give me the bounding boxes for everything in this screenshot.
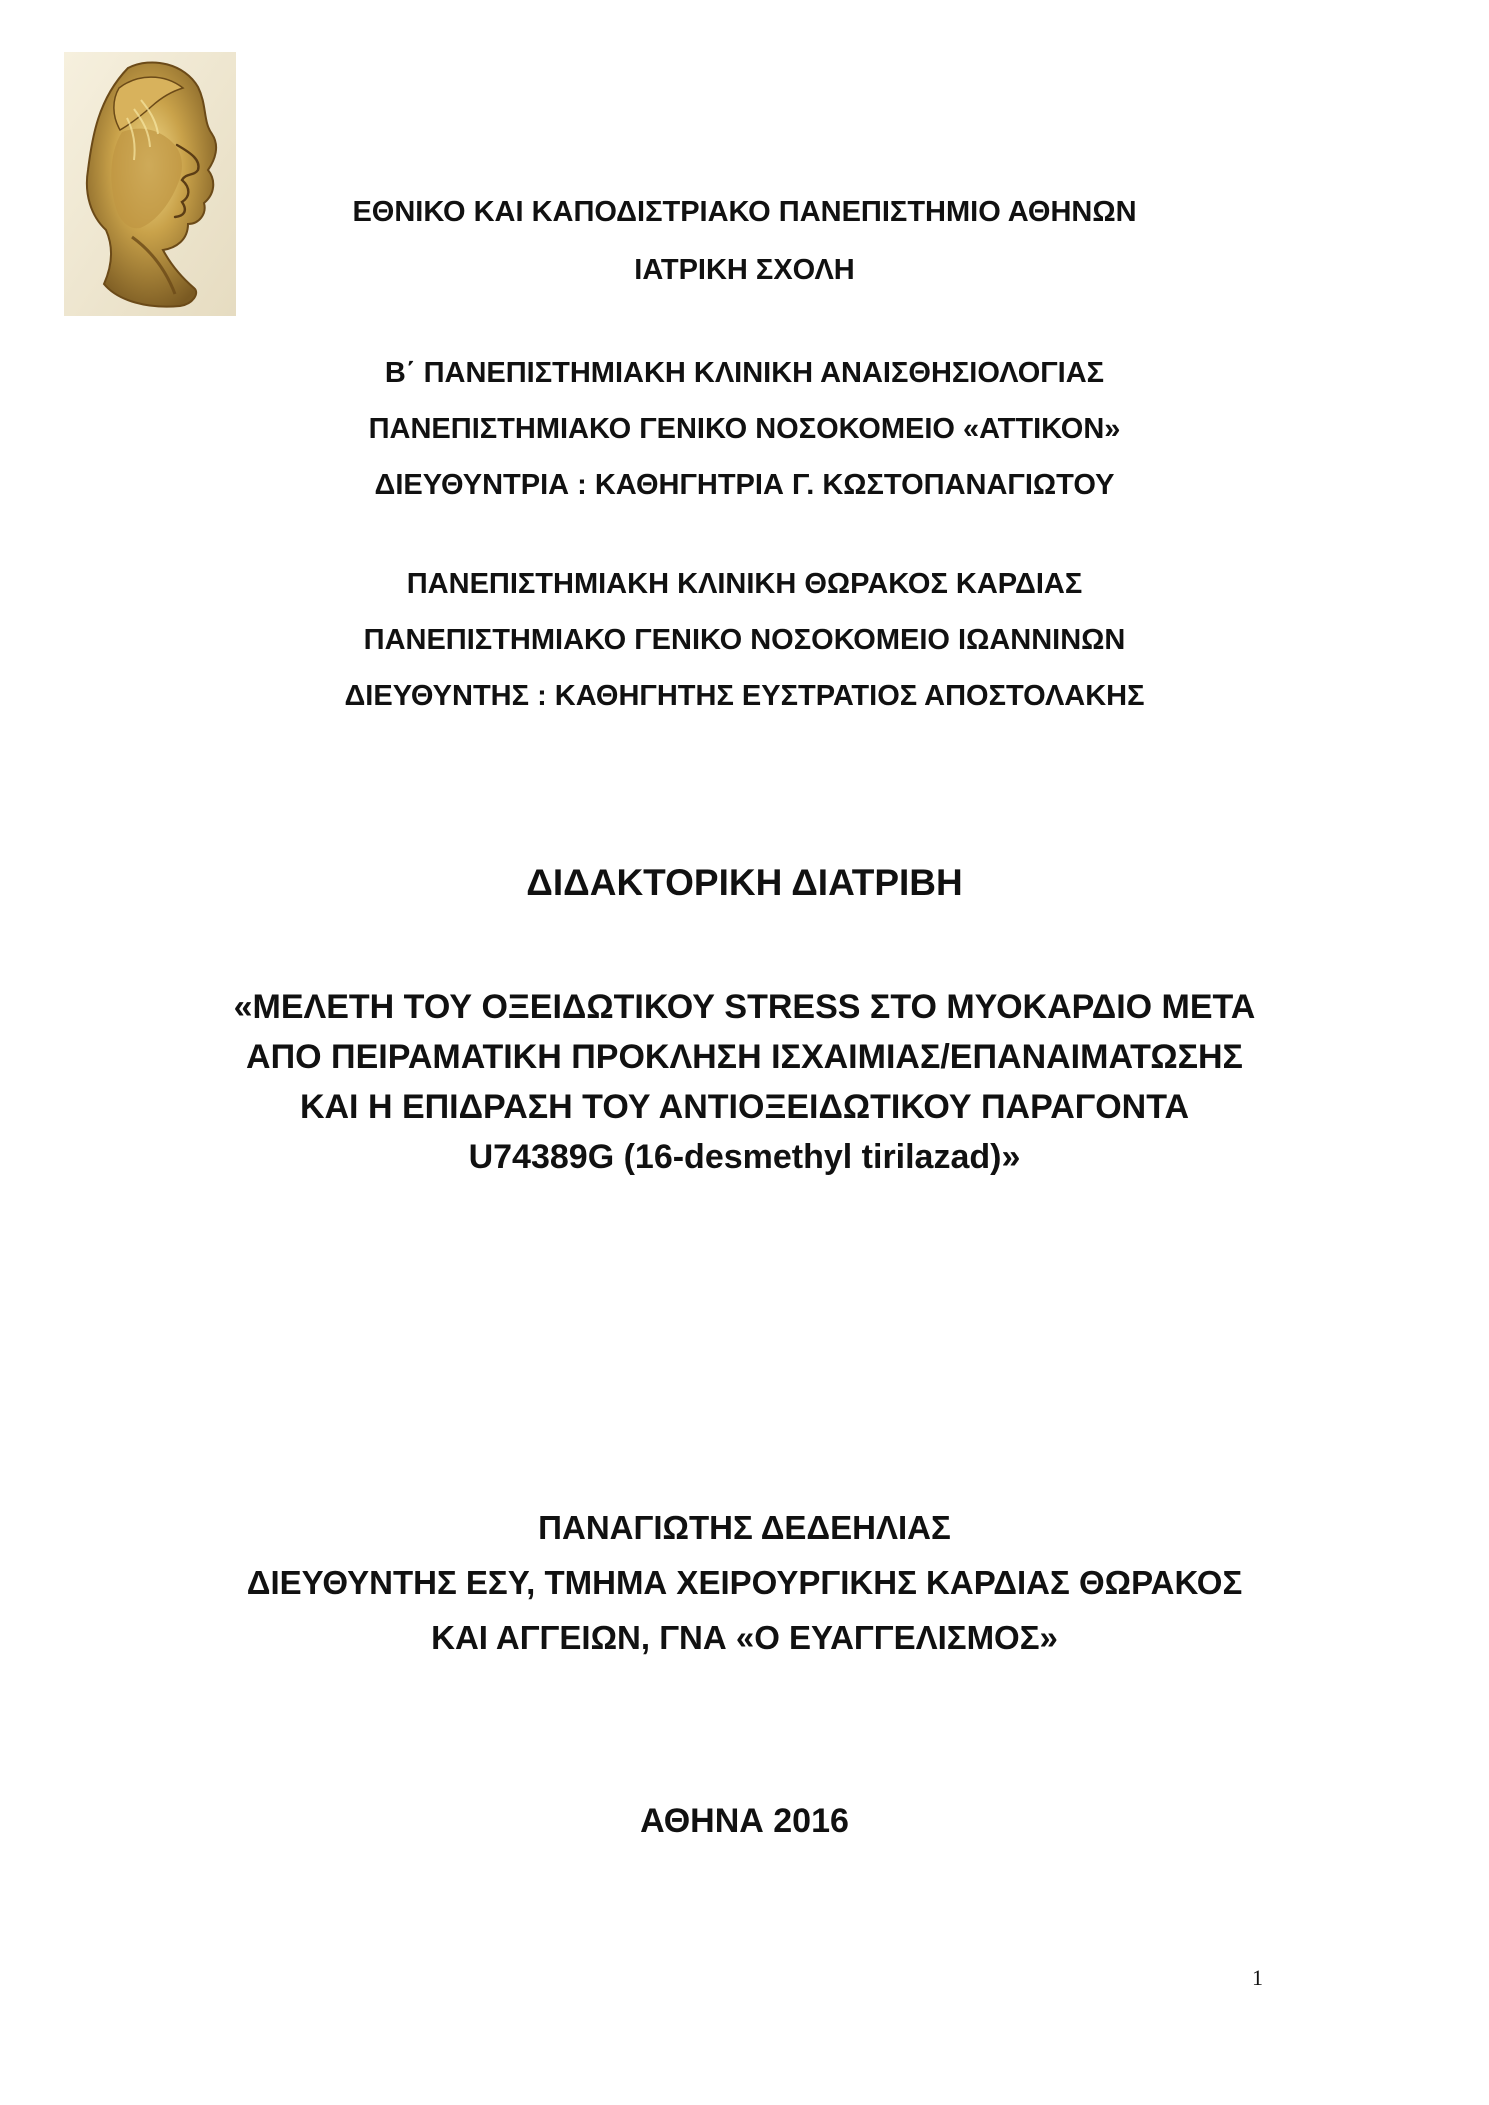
athens-2016: ΑΘΗΝΑ 2016	[640, 1802, 849, 1840]
author-information	[0, 1500, 1489, 1665]
cardiothoracic-clinic: ΠΑΝΕΠΙΣΤΗΜΙΑΚΗ ΚΛΙΝΙΚΗ ΘΩΡΑΚΟΣ ΚΑΡΔΙΑΣ	[406, 568, 1083, 600]
anesthesiology-director: ΔΙΕΥΘΥΝΤΡΙΑ : ΚΑΘΗΓΗΤΡΙΑ Γ. ΚΩΣΤΟΠΑΝΑΓΙΩΤΟΥ	[374, 469, 1115, 501]
cardiothoracic-clinic-info	[0, 556, 1489, 724]
place-and-year	[0, 1793, 1489, 1849]
page-number: 1	[1252, 1965, 1263, 1990]
anesthesiology-clinic: Β΄ ΠΑΝΕΠΙΣΤΗΜΙΑΚΗ ΚΛΙΝΙΚΗ ΑΝΑΙΣΘΗΣΙΟΛΟΓΙΑΣ	[384, 357, 1105, 389]
thesis-title-line-1: «ΜΕΛΕΤΗ ΤΟΥ ΟΞΕΙΔΩΤΙΚΟΥ STRESS ΣΤΟ ΜΥΟΚΑΡΔΙΟ ΜΕΤΑ	[233, 988, 1256, 1026]
university-name: ΕΘΝΙΚΟ ΚΑΙ ΚΑΠΟΔΙΣΤΡΙΑΚΟ ΠΑΝΕΠΙΣΤΗΜΙΟ ΑΘΗΝΩΝ	[352, 196, 1137, 228]
medical-school: ΙΑΤΡΙΚΗ ΣΧΟΛΗ	[634, 254, 855, 286]
author-position-line-2: ΚΑΙ ΑΓΓΕΙΩΝ, ΓΝΑ «Ο ΕΥΑΓΓΕΛΙΣΜΟΣ»	[431, 1619, 1058, 1656]
doctoral-thesis-label: ΔΙΔΑΚΤΟΡΙΚΗ ΔΙΑΤΡΙΒΗ	[526, 862, 963, 903]
university-header	[0, 183, 1489, 299]
cardiothoracic-director: ΔΙΕΥΘΥΝΤΗΣ : ΚΑΘΗΓΗΤΗΣ ΕΥΣΤΡΑΤΙΟΣ ΑΠΟΣΤΟΛΑΚΗΣ	[344, 680, 1145, 712]
document-type-heading	[0, 855, 1489, 911]
author-position-line-1: ΔΙΕΥΘΥΝΤΗΣ ΕΣΥ, ΤΜΗΜΑ ΧΕΙΡΟΥΡΓΙΚΗΣ ΚΑΡΔΙΑΣ ΘΩΡΑΚΟΣ	[246, 1564, 1243, 1601]
attikon-hospital: ΠΑΝΕΠΙΣΤΗΜΙΑΚΟ ΓΕΝΙΚΟ ΝΟΣΟΚΟΜΕΙΟ «ΑΤΤΙΚΟΝ»	[368, 413, 1121, 445]
thesis-title-line-4: U74389G (16-desmethyl tirilazad)»	[468, 1138, 1021, 1176]
thesis-title-line-2: ΑΠΟ ΠΕΙΡΑΜΑΤΙΚΗ ΠΡΟΚΛΗΣΗ ΙΣΧΑΙΜΙΑΣ/ΕΠΑΝΑΙΜΑΤΩΣΗΣ	[246, 1038, 1243, 1076]
author-name: ΠΑΝΑΓΙΩΤΗΣ ΔΕΔΕΗΛΙΑΣ	[538, 1509, 951, 1546]
ioannina-hospital: ΠΑΝΕΠΙΣΤΗΜΙΑΚΟ ΓΕΝΙΚΟ ΝΟΣΟΚΟΜΕΙΟ ΙΩΑΝΝΙΝΩΝ	[363, 624, 1126, 656]
thesis-title	[0, 982, 1489, 1182]
anesthesiology-clinic-info	[0, 345, 1489, 513]
thesis-title-line-3: ΚΑΙ Η ΕΠΙΔΡΑΣΗ ΤΟΥ ΑΝΤΙΟΞΕΙΔΩΤΙΚΟΥ ΠΑΡΑΓΟΝΤΑ	[299, 1088, 1190, 1126]
